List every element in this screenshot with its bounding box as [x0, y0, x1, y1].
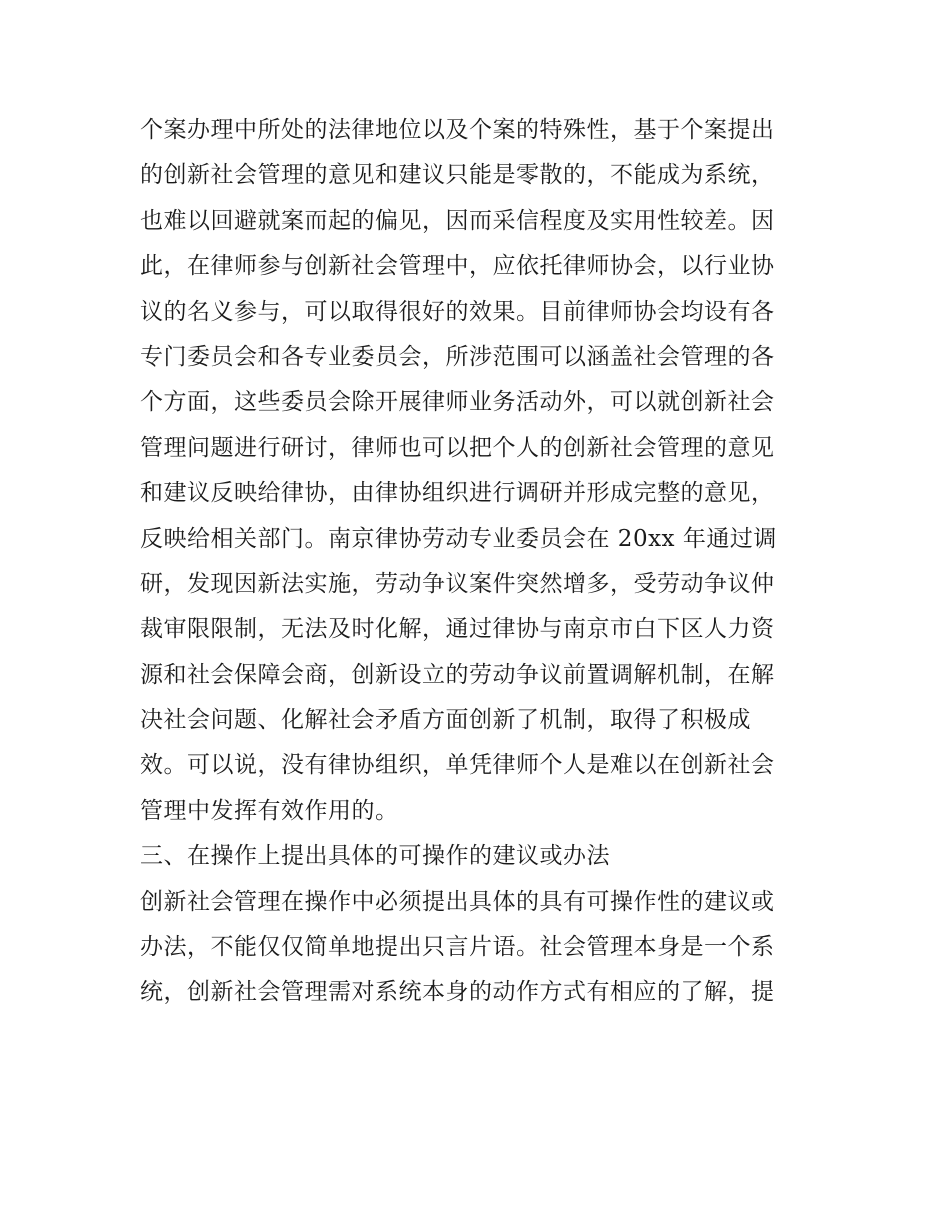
text-line: 决社会问题、化解社会矛盾方面创新了机制，取得了积极成	[140, 707, 751, 734]
text-line: 管理问题进行研讨，律师也可以把个人的创新社会管理的意见	[140, 434, 775, 461]
text-line: 办法，不能仅仅简单地提出只言片语。社会管理本身是一个系	[140, 934, 775, 961]
text-line: 反映给相关部门。南京律协劳动专业委员会在 20xx 年通过调	[140, 525, 777, 552]
text-line: 效。可以说，没有律协组织，单凭律师个人是难以在创新社会	[140, 752, 775, 779]
text-line: 个案办理中所处的法律地位以及个案的特殊性，基于个案提出	[140, 117, 775, 143]
text-line: 专门委员会和各专业委员会，所涉范围可以涵盖社会管理的各	[140, 343, 775, 370]
text-line: 创新社会管理在操作中必须提出具体的具有可操作性的建议或	[140, 888, 775, 915]
text-line: 管理中发挥有效作用的。	[140, 797, 399, 824]
section-heading: 三、在操作上提出具体的可操作的建议或办法	[140, 843, 610, 870]
text-line: 个方面，这些委员会除开展律师业务活动外，可以就创新社会	[140, 389, 775, 416]
text-line: 也难以回避就案而起的偏见，因而采信程度及实用性较差。因	[140, 207, 775, 234]
document-body	[140, 108, 820, 1016]
text-line: 议的名义参与，可以取得很好的效果。目前律师协会均设有各	[140, 298, 775, 325]
text-line: 的创新社会管理的意见和建议只能是零散的，不能成为系统，	[140, 162, 775, 189]
text-line: 裁审限限制，无法及时化解，通过律协与南京市白下区人力资	[140, 616, 775, 643]
text-line: 研，发现因新法实施，劳动争议案件突然增多，受劳动争议仲	[140, 570, 775, 597]
text-line: 统，创新社会管理需对系统本身的动作方式有相应的了解，提	[140, 979, 775, 1006]
text-line: 源和社会保障会商，创新设立的劳动争议前置调解机制，在解	[140, 661, 775, 688]
text-line: 此，在律师参与创新社会管理中，应依托律师协会，以行业协	[140, 253, 775, 280]
text-line: 和建议反映给律协，由律协组织进行调研并形成完整的意见，	[140, 480, 775, 507]
